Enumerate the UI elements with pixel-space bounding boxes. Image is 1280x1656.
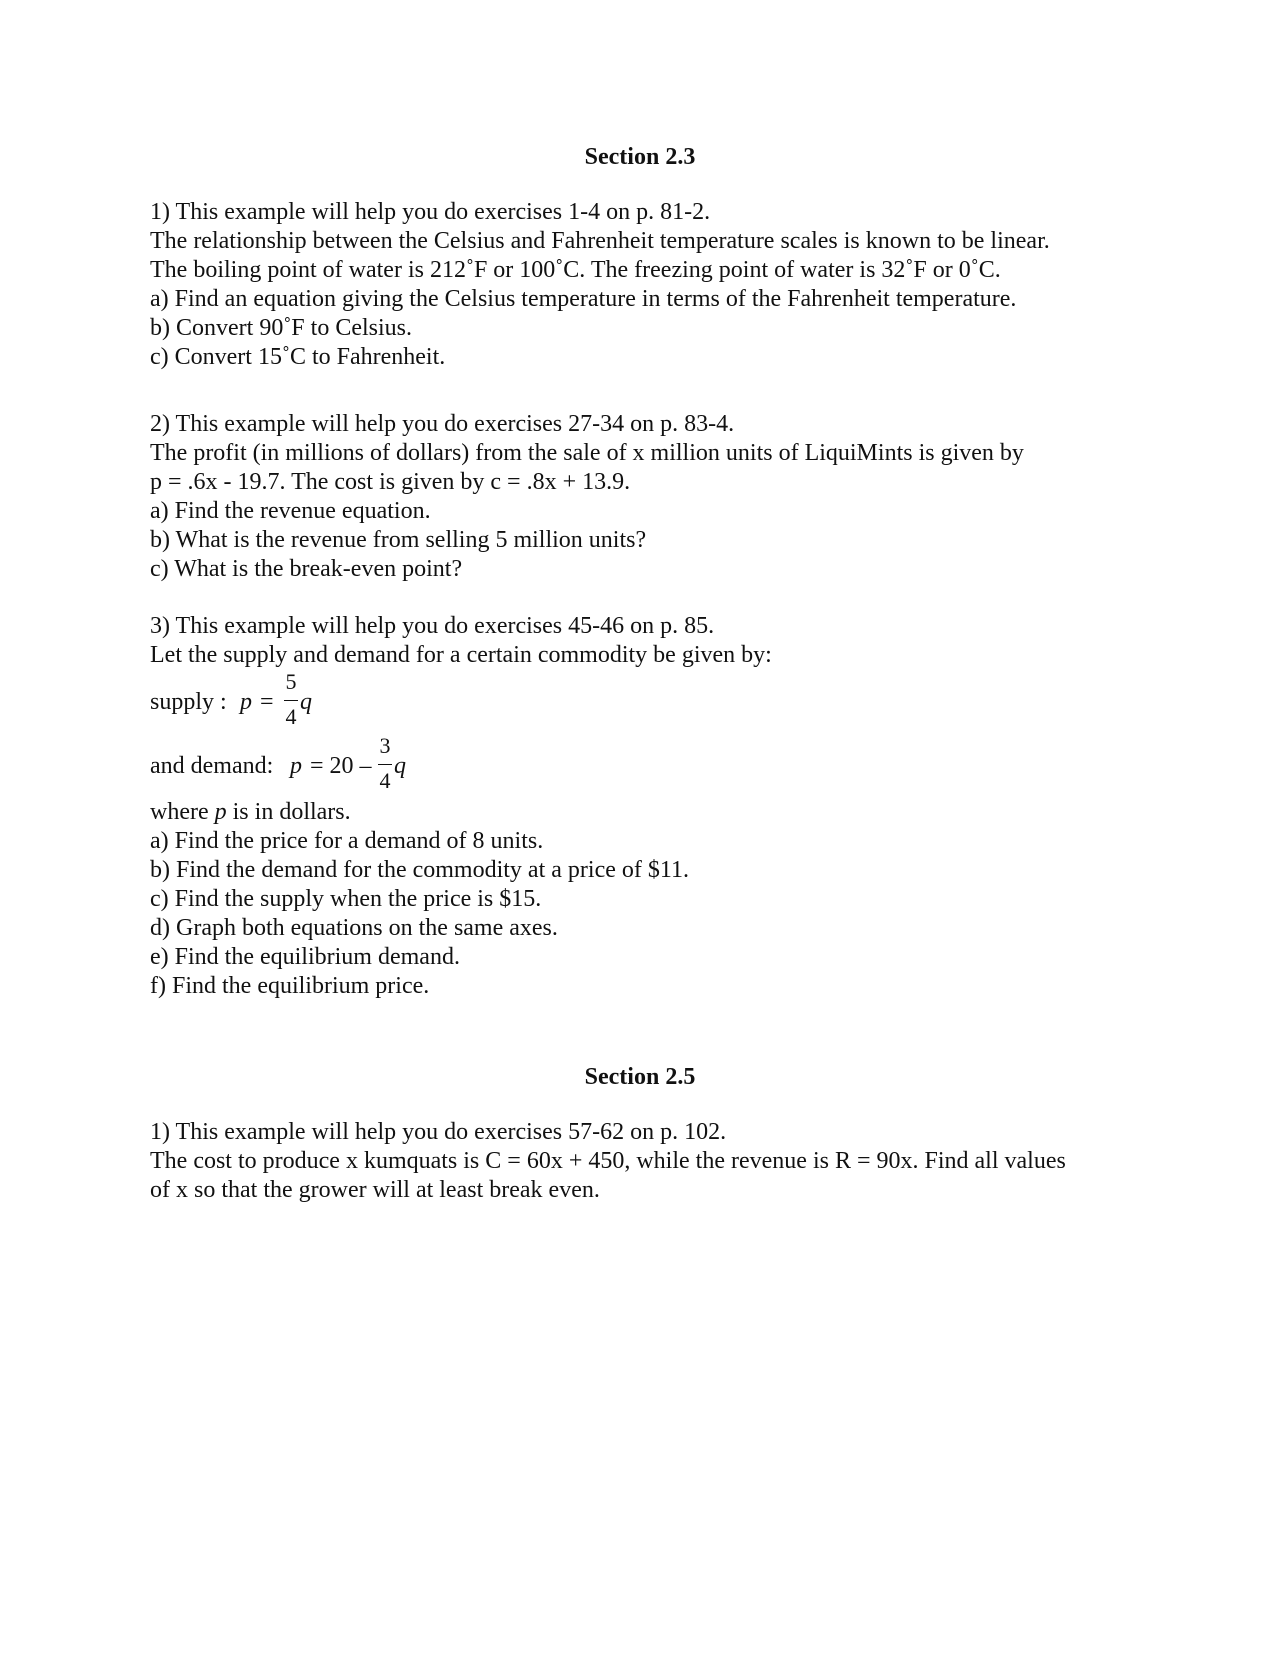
problem-line: c) Find the supply when the price is $15. <box>150 886 542 912</box>
problem-line: 1) This example will help you do exercises 1-4 on p. 81-2. <box>150 199 711 225</box>
demand-rhs-constant: = 20 – <box>310 753 372 779</box>
problem-line: 3) This example will help you do exercises 45-46 on p. 85. <box>150 613 715 639</box>
problem-line: b) What is the revenue from selling 5 million units? <box>150 527 647 553</box>
problem-2-5-1 <box>150 1118 1150 1205</box>
problem-line: p = .6x - 19.7. The cost is given by c = .8x + 13.9. <box>150 469 631 495</box>
supply-equals: = <box>260 689 274 715</box>
problem-line: The profit (in millions of dollars) from the sale of x million units of LiquiMints is given by <box>150 440 1024 466</box>
problem-line: 1) This example will help you do exercises 57-62 on p. 102. <box>150 1119 727 1145</box>
supply-fraction-denominator: 4 <box>285 704 297 729</box>
supply-variable: q <box>300 689 312 715</box>
problem-line: of x so that the grower will at least break even. <box>150 1177 600 1203</box>
where-variable: p <box>214 799 227 825</box>
demand-fraction-denominator: 4 <box>379 768 391 793</box>
problem-line: a) Find the revenue equation. <box>150 498 431 524</box>
problem-line: 2) This example will help you do exercises 27-34 on p. 83-4. <box>150 411 735 437</box>
problem-line: a) Find an equation giving the Celsius temperature in terms of the Fahrenheit temperature. <box>150 286 1017 312</box>
problem-2-3-3 <box>150 612 1150 1001</box>
supply-fraction-numerator: 5 <box>285 669 297 694</box>
supply-label: supply : <box>150 689 227 715</box>
problem-line: d) Graph both equations on the same axes. <box>150 915 558 941</box>
problem-line: The relationship between the Celsius and Fahrenheit temperature scales is known to be linear. <box>150 228 1050 254</box>
fraction-bar <box>378 764 392 765</box>
problem-line: The cost to produce x kumquats is C = 60x + 450, while the revenue is R = 90x. Find all values <box>150 1148 1066 1174</box>
demand-equation <box>150 734 1150 798</box>
demand-lhs: p <box>290 753 302 779</box>
where-text-end: is in dollars. <box>226 799 351 825</box>
where-text: where <box>150 799 215 825</box>
problem-line: c) Convert 15˚C to Fahrenheit. <box>150 344 446 370</box>
problem-line: a) Find the price for a demand of 8 units. <box>150 828 544 854</box>
demand-variable: q <box>394 753 406 779</box>
where-line <box>150 798 1150 827</box>
problem-line: c) What is the break-even point? <box>150 556 463 582</box>
problem-line: The boiling point of water is 212˚F or 100˚C. The freezing point of water is 32˚F or 0˚C. <box>150 257 1001 283</box>
section-2-3-title: Section 2.3 <box>584 144 696 170</box>
section-2-5-title: Section 2.5 <box>584 1064 696 1090</box>
problem-2-3-1 <box>150 198 1150 372</box>
demand-fraction-numerator: 3 <box>379 733 391 758</box>
supply-equation <box>150 670 1150 734</box>
demand-label: and demand: <box>150 753 274 779</box>
problem-line: e) Find the equilibrium demand. <box>150 944 460 970</box>
supply-lhs: p <box>240 689 252 715</box>
fraction-bar <box>284 700 298 701</box>
problem-line: f) Find the equilibrium price. <box>150 973 430 999</box>
problem-line: b) Convert 90˚F to Celsius. <box>150 315 412 341</box>
problem-line: Let the supply and demand for a certain commodity be given by: <box>150 642 772 668</box>
problem-line: b) Find the demand for the commodity at a price of $11. <box>150 857 689 883</box>
problem-2-3-2 <box>150 410 1150 584</box>
